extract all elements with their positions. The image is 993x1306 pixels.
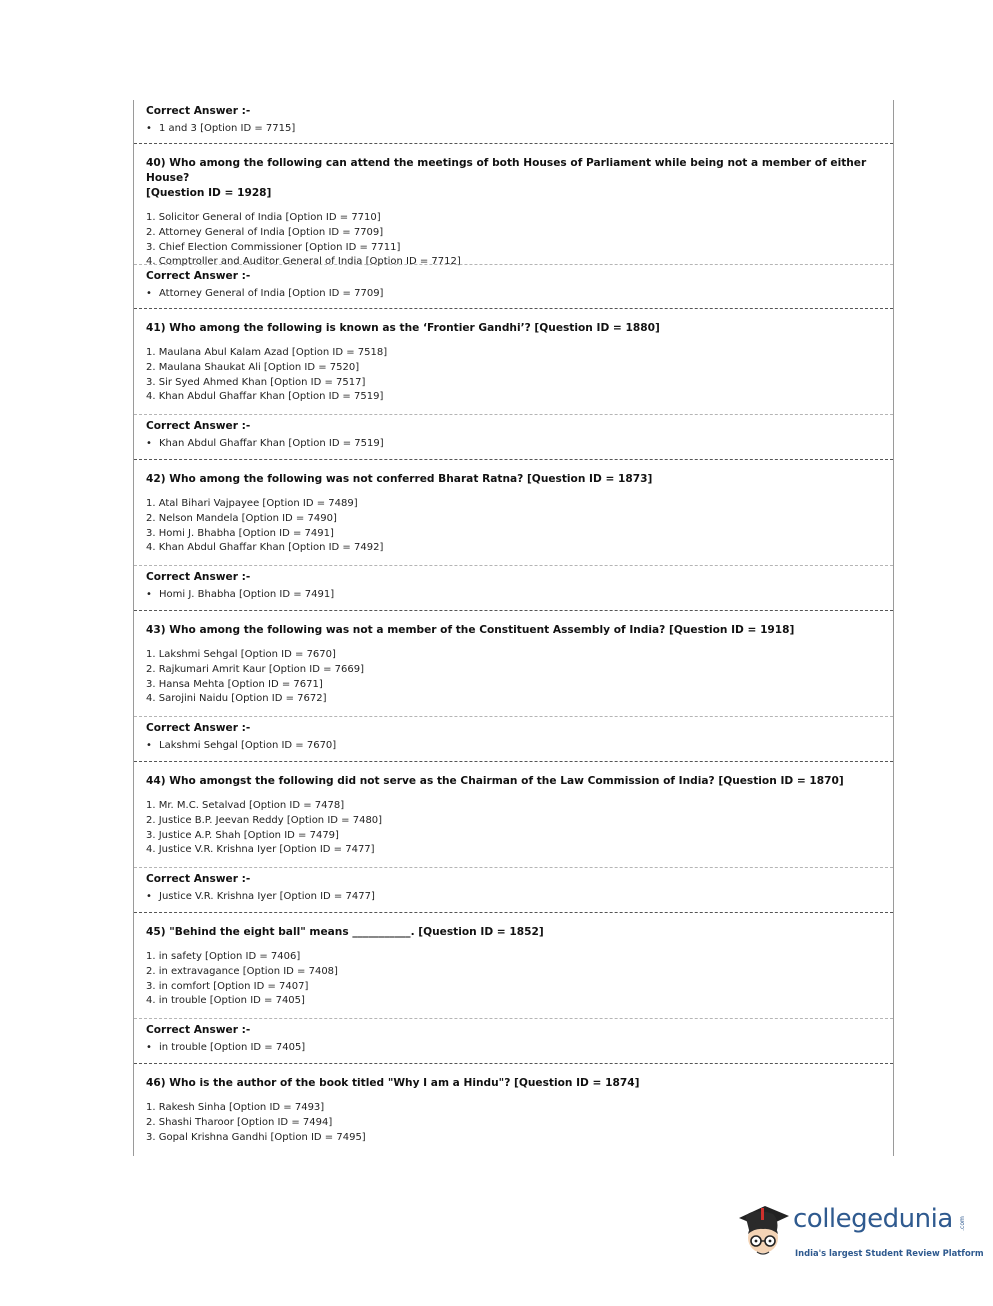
question-divider: [134, 459, 893, 460]
question-block: [134, 472, 893, 556]
answer-block: [134, 872, 893, 904]
question-divider: [134, 761, 893, 762]
option-item: 3. Hansa Mehta [Option ID = 7671]: [146, 678, 323, 690]
question-divider: [134, 912, 893, 913]
answer-block: [134, 419, 893, 451]
answer-text: Khan Abdul Ghaffar Khan [Option ID = 7519]: [159, 438, 384, 449]
option-item: 2. in extravagance [Option ID = 7408]: [146, 965, 338, 977]
option-list: [146, 1101, 893, 1145]
answer-label: Correct Answer :-: [146, 105, 251, 117]
answer-block: [134, 1023, 893, 1055]
question-paper-frame: [133, 100, 894, 1156]
question-block: [134, 156, 893, 270]
option-item: 4. Khan Abdul Ghaffar Khan [Option ID = 7492]: [146, 542, 384, 554]
option-item: 4. in trouble [Option ID = 7405]: [146, 995, 305, 1007]
option-item: 1. Atal Bihari Vajpayee [Option ID = 7489]: [146, 498, 358, 509]
answer-text: 1 and 3 [Option ID = 7715]: [159, 123, 296, 134]
option-item: 4. Justice V.R. Krishna Iyer [Option ID = 7477]: [146, 844, 375, 856]
option-item: 2. Rajkumari Amrit Kaur [Option ID = 7669]: [146, 663, 365, 675]
answer-label: Correct Answer :-: [146, 270, 251, 282]
answer-text: Homi J. Bhabha [Option ID = 7491]: [159, 589, 335, 600]
answer-divider: [134, 716, 893, 717]
question-title: 40) Who among the following can attend the meetings of both Houses of Parliament while being not a member of either House?: [146, 157, 867, 184]
option-item: 2. Shashi Tharoor [Option ID = 7494]: [146, 1116, 333, 1128]
option-item: 2. Justice B.P. Jeevan Reddy [Option ID = 7480]: [146, 814, 383, 826]
answer-line: • Attorney General of India [Option ID = 7709]: [146, 288, 384, 299]
option-item: 1. Mr. M.C. Setalvad [Option ID = 7478]: [146, 800, 345, 811]
option-list: [146, 497, 893, 556]
option-item: 3. Chief Election Commissioner [Option ID = 7711]: [146, 241, 401, 253]
question-title-cont: [Question ID = 1928]: [146, 187, 272, 199]
answer-line: • Homi J. Bhabha [Option ID = 7491]: [146, 589, 335, 600]
question-title: 43) Who among the following was not a member of the Constituent Assembly of India? [Question ID = 1918]: [146, 624, 795, 636]
option-item: 2. Nelson Mandela [Option ID = 7490]: [146, 512, 337, 524]
answer-label: Correct Answer :-: [146, 722, 251, 734]
answer-line: • Khan Abdul Ghaffar Khan [Option ID = 7519]: [146, 438, 384, 449]
answer-divider: [134, 565, 893, 566]
question-divider: [134, 308, 893, 309]
option-item: 3. Gopal Krishna Gandhi [Option ID = 7495]: [146, 1131, 366, 1143]
answer-label: Correct Answer :-: [146, 420, 251, 432]
answer-divider: [134, 1018, 893, 1019]
answer-text: Justice V.R. Krishna Iyer [Option ID = 7477]: [159, 891, 375, 902]
answer-text: Lakshmi Sehgal [Option ID = 7670]: [159, 740, 337, 751]
answer-line: • Justice V.R. Krishna Iyer [Option ID = 7477]: [146, 891, 375, 902]
option-item: 1. Lakshmi Sehgal [Option ID = 7670]: [146, 649, 336, 660]
question-title: 41) Who among the following is known as the ‘Frontier Gandhi’? [Question ID = 1880]: [146, 322, 660, 334]
option-item: 3. in comfort [Option ID = 7407]: [146, 980, 309, 992]
option-item: 2. Maulana Shaukat Ali [Option ID = 7520]: [146, 361, 360, 373]
question-title: 42) Who among the following was not conferred Bharat Ratna? [Question ID = 1873]: [146, 473, 653, 485]
answer-block: [134, 104, 893, 136]
question-divider: [134, 143, 893, 144]
answer-block: [134, 721, 893, 753]
answer-line: • 1 and 3 [Option ID = 7715]: [146, 123, 296, 134]
question-block: [134, 925, 893, 1009]
option-item: 3. Homi J. Bhabha [Option ID = 7491]: [146, 527, 334, 539]
question-title: 44) Who amongst the following did not serve as the Chairman of the Law Commission of India? [Question ID = 1870]: [146, 775, 844, 787]
answer-divider: [134, 867, 893, 868]
option-item: 2. Attorney General of India [Option ID = 7709]: [146, 226, 384, 238]
question-title: 46) Who is the author of the book titled "Why I am a Hindu"? [Question ID = 1874]: [146, 1077, 640, 1089]
answer-block: [134, 570, 893, 602]
question-block: [134, 321, 893, 405]
answer-line: • Lakshmi Sehgal [Option ID = 7670]: [146, 740, 337, 751]
option-list: [146, 346, 893, 405]
option-item: 4. Khan Abdul Ghaffar Khan [Option ID = 7519]: [146, 391, 384, 403]
logo-wordmark: collegedunia: [793, 1204, 953, 1234]
answer-label: Correct Answer :-: [146, 571, 251, 583]
option-list: [146, 950, 893, 1009]
option-item: 4. Comptroller and Auditor General of India [Option ID = 7712]: [146, 256, 461, 268]
answer-line: • in trouble [Option ID = 7405]: [146, 1042, 306, 1053]
question-divider: [134, 610, 893, 611]
option-list: [146, 648, 893, 707]
option-item: 1. in safety [Option ID = 7406]: [146, 951, 301, 962]
answer-divider: [134, 414, 893, 415]
logo-suffix: .com: [958, 1216, 966, 1231]
answer-text: Attorney General of India [Option ID = 7709]: [159, 288, 384, 299]
mascot-icon: [733, 1198, 793, 1262]
option-item: 1. Solicitor General of India [Option ID = 7710]: [146, 212, 381, 223]
option-item: 1. Maulana Abul Kalam Azad [Option ID = 7518]: [146, 347, 388, 358]
question-block: [134, 774, 893, 858]
collegedunia-logo[interactable]: [733, 1198, 984, 1270]
answer-label: Correct Answer :-: [146, 1024, 251, 1036]
option-list: [146, 211, 893, 270]
option-item: 1. Rakesh Sinha [Option ID = 7493]: [146, 1102, 325, 1113]
option-item: 3. Sir Syed Ahmed Khan [Option ID = 7517]: [146, 376, 366, 388]
question-block: [134, 623, 893, 707]
answer-divider: [134, 264, 893, 265]
answer-text: in trouble [Option ID = 7405]: [159, 1042, 306, 1053]
question-title: 45) "Behind the eight ball" means ___________. [Question ID = 1852]: [146, 926, 544, 938]
answer-block: [134, 269, 893, 301]
answer-label: Correct Answer :-: [146, 873, 251, 885]
option-list: [146, 799, 893, 858]
question-divider: [134, 1063, 893, 1064]
question-block: [134, 1076, 893, 1145]
logo-tagline: India's largest Student Review Platform: [795, 1248, 984, 1258]
option-item: 3. Justice A.P. Shah [Option ID = 7479]: [146, 829, 339, 841]
option-item: 4. Sarojini Naidu [Option ID = 7672]: [146, 693, 327, 705]
